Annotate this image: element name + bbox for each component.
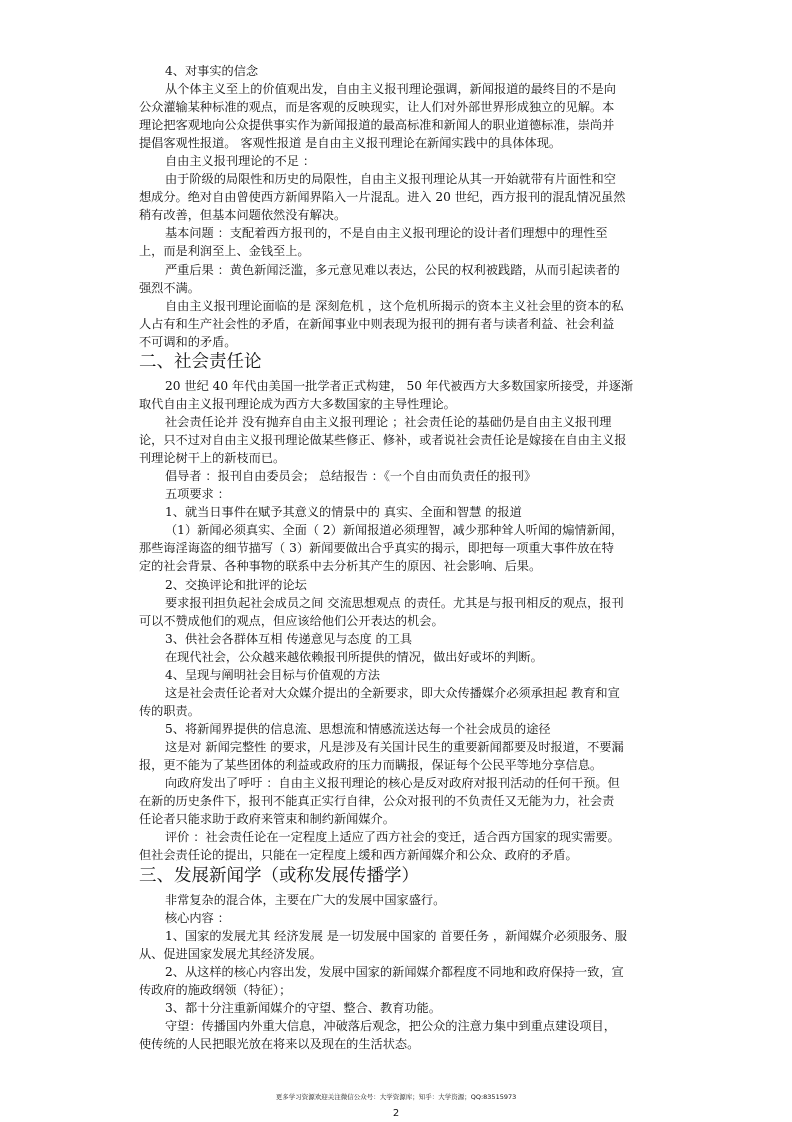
paragraph-line: 社会责任论并 没有抛弃自由主义报刊理论 ；社会责任论的基础仍是自由主义报刊理 — [165, 415, 612, 429]
paragraph-line: 定的社会背景、各种事物的联系中去分析其产生的原因、社会影响、后果。 — [139, 559, 542, 573]
list-item: 5、将新闻界提供的信息流、思想流和情感流送达每一个社会成员的途径 — [165, 722, 551, 736]
paragraph-line: 强烈不满。 — [139, 281, 200, 295]
paragraph-line: 由于阶级的局限性和历史的局限性，自由主义报刊理论从其一开始就带有片面性和空 — [165, 172, 616, 186]
list-item: 2、从这样的核心内容出发，发展中国家的新闻媒介都程度不同地和政府保持一致，宣 — [165, 965, 624, 979]
paragraph-line: 可以不赞成他们的观点，但应该给他们公开表达的机会。 — [139, 614, 444, 628]
paragraph-line: 稍有改善，但基本问题依然没有解决。 — [139, 208, 347, 222]
paragraph-line: 不可调和的矛盾。 — [139, 335, 237, 349]
paragraph-line: 在新的历史条件下，报刊不能真正实行自律，公众对报刊的不负责任又无能为力，社会责 — [139, 794, 615, 808]
page-number: 2 — [392, 1108, 400, 1119]
paragraph-line: 守望：传播国内外重大信息，冲破落后观念，把公众的注意力集中到重点建设项目， — [165, 1019, 616, 1033]
list-item: 1、国家的发展尤其 经济发展 是一切发展中国家的 首要任务 ，新闻媒介必须服务、服 — [165, 929, 627, 943]
paragraph-line: 评价 ：社会责任论在一定程度上适应了西方社会的变迁，适合西方国家的现实需要。 — [165, 830, 620, 844]
paragraph-line: 传政府的施政纲领（特征）； — [139, 983, 292, 997]
paragraph-line: 任论者只能求助于政府来管束和制约新闻媒介。 — [139, 812, 395, 826]
paragraph-line: 想成分。绝对自由曾使西方新闻界陷入一片混乱。进入 20 世纪，西方报刊的混乱情况虽然 — [139, 190, 626, 204]
paragraph-line: 提倡客观性报道。 客观性报道 是自由主义报刊理论在新闻实践中的具体体现。 — [139, 136, 562, 150]
page-footer: 更多学习资源欢迎关注微信公众号：大学资源库；知乎：大学资源；QQ:83515973 — [275, 1093, 517, 1101]
paragraph-line: 这是对 新闻完整性 的要求，凡是涉及有关国计民生的重要新闻都要及时报道，不要漏 — [165, 740, 624, 754]
paragraph-line: （1）新闻必须真实、全面（ 2）新闻报道必须理智，减少那种耸人听闻的煽情新闻， — [165, 523, 624, 537]
paragraph-line: 自由主义报刊理论面临的是 深刻危机 ，这个危机所揭示的资本主义社会里的资本的私 — [165, 299, 624, 313]
paragraph-line: 非常复杂的混合体，主要在广大的发展中国家盛行。 — [165, 893, 446, 907]
paragraph-line: 20 世纪 40 年代由美国一批学者正式构建， 50 年代被西方大多数国家所接受，并逐渐 — [165, 379, 634, 393]
list-item: 3、都十分注重新闻媒介的守望、整合、教育功能。 — [165, 1001, 441, 1015]
section-heading: 二、社会责任论 — [139, 352, 262, 372]
paragraph-line: 但社会责任论的提出，只能在一定程度上缓和西方新闻媒介和公众、政府的矛盾。 — [139, 848, 578, 862]
paragraph-line: 取代自由主义报刊理论成为西方大多数国家的主导性理论。 — [139, 397, 456, 411]
paragraph-line: 人占有和生产社会性的矛盾，在新闻事业中则表现为报刊的拥有者与读者利益、社会利益 — [139, 317, 615, 331]
list-item: 4、呈现与阐明社会目标与价值观的方法 — [165, 668, 380, 682]
paragraph-line: 这是社会责任论者对大众媒介提出的全新要求，即大众传播媒介必须承担起 教育和宣 — [165, 686, 620, 700]
paragraph-line: 论，只不过对自由主义报刊理论做某些修正、修补，或者说社会责任论是嫁接在自由主义报 — [139, 433, 627, 447]
paragraph-line: 使传统的人民把眼光放在将来以及现在的生活状态。 — [139, 1037, 420, 1051]
paragraph-line: 刊理论树干上的新枝而已。 — [139, 451, 286, 465]
paragraph-line: 基本问题 ：支配着西方报刊的，不是自由主义报刊理论的设计者们理想中的理性至 — [165, 226, 608, 240]
paragraph-line: 从、促进国家发展尤其经济发展。 — [139, 947, 322, 961]
paragraph-line: 公众灌输某种标准的观点，而是客观的反映现实，让人们对外部世界形成独立的见解。本 — [139, 100, 615, 114]
section-heading: 三、发展新闻学（或称发展传播学） — [139, 866, 419, 886]
list-item: 2、交换评论和批评的论坛 — [165, 578, 307, 592]
paragraph-line: 从个体主义至上的价值观出发，自由主义报刊理论强调，新闻报道的最终目的不是向 — [165, 82, 616, 96]
subheading: 自由主义报刊理论的不足 ： — [165, 154, 316, 168]
paragraph-line: 向政府发出了呼吁 ：自由主义报刊理论的核心是反对政府对报刊活动的任何干预。但 — [165, 776, 620, 790]
paragraph-line: 报，更不能为了某些团体的利益或政府的压力而瞒报，保证每个公民平等地分享信息。 — [139, 758, 603, 772]
subheading: 4、对事实的信念 — [165, 64, 259, 78]
paragraph-line: 那些诲淫诲盗的细节描写（ 3）新闻要做出合乎真实的揭示，即把每一项重大事件放在特 — [139, 541, 614, 555]
subheading: 核心内容 ： — [165, 911, 230, 925]
paragraph-line: 要求报刊担负起社会成员之间 交流思想观点 的责任。尤其是与报刊相反的观点，报刊 — [165, 596, 624, 610]
paragraph-line: 理论把客观地向公众提供事实作为新闻报道的最高标准和新闻人的职业道德标准，崇尚并 — [139, 118, 615, 132]
paragraph-line: 传的职责。 — [139, 704, 200, 718]
paragraph-line: 上，而是利润至上、金钱至上。 — [139, 244, 310, 258]
list-item: 3、供社会各群体互相 传递意见与态度 的工具 — [165, 632, 413, 646]
list-item: 1、就当日事件在赋予其意义的情景中的 真实、全面和智慧 的报道 — [165, 505, 522, 519]
subheading: 五项要求 ： — [165, 487, 230, 501]
paragraph-line: 在现代社会，公众越来越依赖报刊所提供的情况，做出好或坏的判断。 — [165, 650, 543, 664]
paragraph-line: 严重后果 ：黄色新闻泛滥，多元意见难以表达，公民的权利被践踏，从而引起读者的 — [165, 263, 620, 277]
paragraph-line: 倡导者 ：报刊自由委员会； 总结报告 ：《一个自由而负责任的报刊》 — [165, 469, 537, 483]
